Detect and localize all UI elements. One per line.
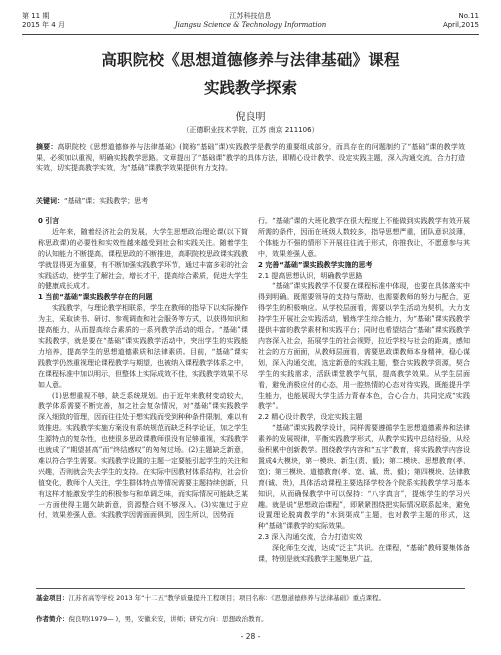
- subsection-heading: 2.1 提高思想认识，明确教学思路: [258, 271, 363, 280]
- paragraph: 深化师生交流，达成“泛主”共识。在课程，“基础”教师要集体备课，特别是就实践教学主题集思广益，: [258, 544, 470, 564]
- keywords-label: 关键词：: [36, 197, 64, 205]
- issue-cn: 第 11 期: [22, 12, 50, 20]
- keywords-text: “基础”课；实践教学；思考: [64, 197, 149, 205]
- issue-en: No.11: [458, 12, 479, 20]
- left-column: [38, 216, 248, 584]
- page-header: [22, 10, 479, 35]
- right-column: [258, 216, 470, 584]
- author-footnote: [36, 614, 465, 624]
- paragraph: “基础”课实践教学不仅要在课程标准中体现，也要在具体落实中得到明确。既需要领导的支持与帮助，也需要教师的努力与配合，更得学生的积极响应。从学校层面看，需要以学生活动为契机，大力支持学生开展社会实践活动，锻炼学生综合能力，为“基础”课实践教学提供丰富的教学素材和实践平台；同时也希望结合“基础”课实践教学内容深入社会，拓展学生的社会视野，拉近学校与社会的距离，感知社会的方方面面，从教师层面看，需要思政课教师本身精神，稳心谋划，深入沟通交流，选定新意的实践主题，整合实践教学资源，契合学生的实践需求，活跃课堂教学气氛，提高教学效果。从学生层面看，避免消极应付的心态，用一腔热情的心态对待实践，既能提升学生能力，也能展现大学生活力青春本色，合心合力，共同完成“实践教学”。: [258, 282, 470, 411]
- abstract-text: 高职院校《思想道德修养与法律基础》(简称“基础”课)实践教学是教学的重要组成部分，而具存在的问题制约了“基础”课的教学效果，必须加以重视，明确实践教学思路。文章提出了“基础课”教学的具体方法，即精心设计教学、设定实践主题，深入沟通交流，合力打造实效，切实提高教学实效，为“基础”课教学效果提供有力支持。: [36, 143, 465, 172]
- fund-label: 基金项目：: [36, 594, 69, 602]
- paragraph: “基础”课实践教学设计，同样需要遵循学生思想道德素养和法律素养的发展规律，平衡实践教学形式，从教学实践中总结经验，从经验积累中创新教学。围绕教学内容和“五字”教育，将实践教学内容设置成4大模块，第一模块、新生(责、毅)；第二模块、思想教育(孝、宽)；第三模块、道德教育(孝、宽、诚、贵、毅)；第四模块、法律教育(诚、贵)，具体活动课程主要选择学校各个院系实践教学学习基本知识，从而确保教学中可以保持：“八字真言”，提炼学生的学习兴趣。就是说“思想政治课程”，即紧紧围绕把实际情况联系起来，避免设置理论脱离教学的“水到渠成”主题，也对教学主题的形式，这种“基础”课教学的实际效果。: [258, 424, 470, 531]
- paragraph: 实践教学，与理论教学相联系，学生在教师的指导下以实际操作为主，采取读书、研讨、参观调查和社会服务等方式，以获得知识和提高能力，从而提高综合素质的一系列教学活动的组合。“基础”课实践教学，就是要在“基础”课实践教学活动中，突出学生的实践能力培养，提高学生的思想道德素质和法律素质。目前，“基础”课实践教学仍然重视理论课程教学与期望，也被纳入课程教学体系之中，在课程标准中加以明示，但整体上实际成效不佳，实践教学效果不尽如人意。: [38, 304, 248, 389]
- paragraph: 近年来，随着经济社会的发展，大学生思想政治理论课(以下简称思政课)的必要性和实效性越来越受到社会和实践关注。随着学生的认知能力不断提高，课程思政的不断推进，高职院校思政课实践教学就显得更为重要，有不断加强实践教学环节，通过丰富多彩的社会实践活动，使学生了解社会，增长才干，提高综合素质，促进大学生的健康成长成才。: [38, 227, 248, 291]
- article-title-line1: 高职院校《思想道德修养与法律基础》课程: [101, 51, 400, 69]
- journal-name-cn: 江苏科技信息: [229, 12, 272, 20]
- footnote-divider: [36, 588, 465, 589]
- page-number: - 28 -: [240, 632, 261, 641]
- abstract: [36, 142, 465, 174]
- date-en: April,2015: [442, 21, 479, 29]
- paragraph: (1)思想重视不够，缺乏系统规划。由于近年来教材变动较大，教学体系需要不断完善，加之社会复杂情况，对“基础”课实践教学深入细致的管理，因而往往处于想实践而受到种种条件限制，难以有效推进。实践教学实施方案没有系统规范而缺乏科学论证，加之学生生源特点的复杂性，也使很多思政课教师很没有足够重视，实践教学也就成了“期望甚高”而“终结感叹”的匆匆过场。(2)主题缺乏新意，难以符合学生需要。实践教学设置的主题一定要能引起学生的关注和兴趣，否则就会失去学生的支持。在实际中因教材体系结构，社会价值变化，教师个人关注，学生群体特点等情况需要主题持续创新，只有这样才能激发学生的积极参与和单调乏味，而实际情况可能缺乏某一方面使得主题欠缺新意，资源整合则不够深入。(3)实施过于应付，效果差强人意。实践教学因需面面俱到，因生所以，因势而: [38, 391, 248, 520]
- section-heading: 0 引言: [38, 217, 60, 225]
- journal-name-en: Jiangsu Science & Technology Information: [174, 21, 327, 29]
- subsection-heading: 2.3 深入沟通交流，合力打造实效: [258, 533, 363, 542]
- header-right: [443, 12, 479, 30]
- paragraph: 行。“基础”课的大班化教学在很大程度上不能做到实践教学有效开展所需的条件，因而在班级人数较多，指导思想严重，团队意识淡薄，个体能力不强的情形下开展往往流于形式，你推我让，不愿意参与其中，效果差强人意。: [258, 217, 470, 258]
- author-affiliation: （正德职业技术学院，江苏 南京 211106）: [182, 126, 319, 134]
- author-bio-text: 倪良明(1979— )，男，安徽来安，讲师；研究方向：思想政治教育。: [68, 615, 268, 623]
- fund-text: 江苏省高等学校 2013 年“十二五”教学质量提升工程项目；项目名称：《思想道德修养与法律基础》重点课程。: [68, 594, 386, 602]
- section-heading: 2 完善“基础”课实践教学实施的思考: [258, 260, 373, 269]
- subsection-heading: 2.2 精心设计教学，设定实践主题: [258, 413, 363, 422]
- fund-footnote: [36, 593, 465, 603]
- abstract-label: 摘要：: [36, 143, 58, 151]
- date-cn: 2015 年 4 月: [22, 21, 65, 29]
- author-bio-label: 作者简介：: [36, 615, 69, 623]
- article-title-line2: 实践教学探索: [203, 79, 297, 97]
- section-heading: 1 当前“基础”课实践教学存在的问题: [38, 293, 153, 302]
- keywords: [36, 196, 465, 206]
- header-center: [22, 12, 479, 30]
- article-author: 倪良明: [235, 112, 266, 123]
